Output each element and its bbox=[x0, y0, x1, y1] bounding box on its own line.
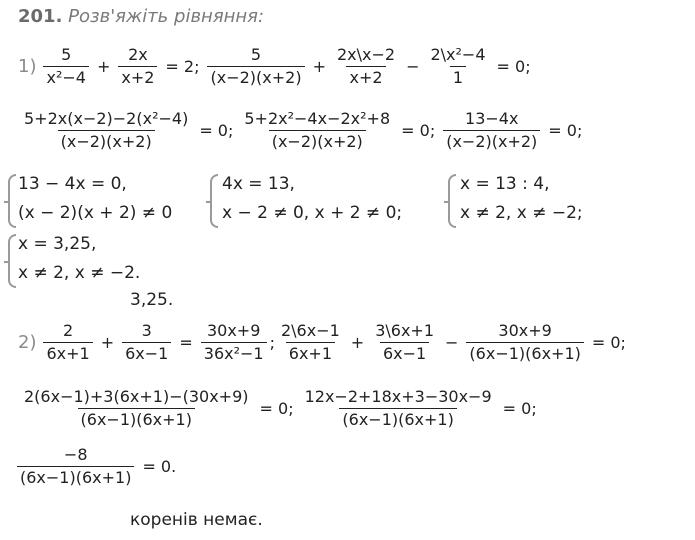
system-line: x ≠ 2, x ≠ −2. bbox=[18, 263, 141, 283]
denominator: (x−2)(x+2) bbox=[58, 130, 155, 151]
denominator: (6x−1)(6x+1) bbox=[466, 342, 583, 363]
operator: = 0; bbox=[401, 120, 436, 140]
part1-line2 bbox=[18, 110, 587, 150]
operator: = 0. bbox=[142, 456, 177, 476]
part2-answer: коренів немає. bbox=[130, 510, 263, 530]
system-line: x = 13 : 4, bbox=[460, 174, 550, 194]
operator: = 0; bbox=[548, 120, 583, 140]
numerator: 12x−2+18x+3−30x−9 bbox=[304, 387, 492, 406]
system-brace bbox=[8, 174, 16, 228]
exercise-dot: . bbox=[55, 6, 63, 27]
numerator: 2(6x−1)+3(6x+1)−(30x+9) bbox=[24, 387, 249, 406]
numerator: −8 bbox=[63, 445, 88, 464]
denominator: 6x+1 bbox=[286, 342, 335, 363]
denominator: (x−2)(x+2) bbox=[207, 66, 304, 87]
numerator: 3 bbox=[141, 321, 152, 340]
fraction bbox=[334, 46, 398, 86]
fraction bbox=[466, 322, 583, 362]
operator: + bbox=[312, 56, 326, 76]
denominator: x+2 bbox=[118, 66, 157, 87]
operator: + bbox=[96, 56, 111, 76]
system-brace bbox=[448, 174, 456, 228]
denominator: x²−4 bbox=[43, 66, 88, 87]
part2-label: 2) bbox=[18, 331, 37, 353]
denominator: 6x+1 bbox=[43, 342, 92, 363]
denominator: (6x−1)(6x+1) bbox=[17, 466, 134, 487]
system-line: x − 2 ≠ 0, x + 2 ≠ 0; bbox=[222, 203, 403, 223]
operator: = 0; bbox=[259, 398, 294, 418]
part2-line3 bbox=[14, 446, 181, 486]
fraction bbox=[21, 388, 252, 428]
operator: − bbox=[406, 56, 420, 76]
numerator: 2\x²−4 bbox=[430, 45, 486, 64]
system-line: 4x = 13, bbox=[222, 174, 295, 194]
denominator: (6x−1)(6x+1) bbox=[339, 408, 456, 429]
numerator: 30x+9 bbox=[498, 321, 552, 340]
system-brace bbox=[8, 234, 16, 288]
system-line: 13 − 4x = 0, bbox=[18, 174, 127, 194]
numerator: 3\6x+1 bbox=[375, 321, 435, 340]
part1-line1 bbox=[18, 46, 536, 86]
part1-answer: 3,25. bbox=[130, 290, 174, 310]
denominator: 1 bbox=[450, 66, 466, 87]
numerator: 2 bbox=[63, 321, 74, 340]
denominator: (6x−1)(6x+1) bbox=[78, 408, 195, 429]
operator: = bbox=[179, 332, 193, 352]
fraction bbox=[43, 46, 88, 86]
numerator: 2x bbox=[128, 45, 148, 64]
operator: = 2; bbox=[165, 56, 200, 76]
system-1 bbox=[18, 170, 172, 228]
fraction bbox=[241, 110, 393, 150]
fraction bbox=[443, 110, 540, 150]
fraction bbox=[43, 322, 92, 362]
system-line: (x − 2)(x + 2) ≠ 0 bbox=[18, 203, 173, 223]
fraction bbox=[302, 388, 495, 428]
numerator: 5 bbox=[61, 45, 72, 64]
fraction bbox=[207, 46, 304, 86]
denominator: (x−2)(x+2) bbox=[269, 130, 366, 151]
fraction bbox=[17, 446, 134, 486]
numerator: 2x\x−2 bbox=[336, 45, 396, 64]
fraction bbox=[21, 110, 191, 150]
numerator: 2\6x−1 bbox=[280, 321, 340, 340]
system-line: x ≠ 2, x ≠ −2; bbox=[460, 203, 583, 223]
exercise-number: 201 bbox=[18, 6, 56, 27]
denominator: 6x−1 bbox=[380, 342, 429, 363]
numerator: 30x+9 bbox=[206, 321, 261, 340]
part1-label: 1) bbox=[18, 55, 37, 77]
fraction bbox=[278, 322, 343, 362]
fraction bbox=[372, 322, 437, 362]
system-4 bbox=[18, 230, 140, 288]
operator: = 0; bbox=[502, 398, 537, 418]
fraction bbox=[118, 46, 157, 86]
operator: + bbox=[350, 332, 365, 352]
system-line: x = 3,25, bbox=[18, 234, 97, 254]
denominator: (x−2)(x+2) bbox=[443, 130, 540, 151]
system-2 bbox=[222, 170, 402, 228]
operator: = 0; bbox=[199, 120, 234, 140]
denominator: 6x−1 bbox=[122, 342, 171, 363]
fraction bbox=[122, 322, 171, 362]
denominator: x+2 bbox=[346, 66, 385, 87]
numerator: 5+2x(x−2)−2(x²−4) bbox=[24, 109, 189, 128]
exercise-instruction: Розв'яжіть рівняння: bbox=[68, 6, 265, 27]
operator: = 0; bbox=[591, 332, 626, 352]
semicolon: ; bbox=[269, 332, 275, 352]
operator: = 0; bbox=[496, 56, 531, 76]
exercise-title bbox=[18, 6, 264, 27]
fraction bbox=[427, 46, 488, 86]
part2-line2 bbox=[18, 388, 542, 428]
system-brace bbox=[210, 174, 218, 228]
numerator: 13−4x bbox=[465, 109, 519, 128]
system-3 bbox=[460, 170, 583, 228]
numerator: 5+2x²−4x−2x²+8 bbox=[244, 109, 391, 128]
numerator: 5 bbox=[250, 45, 262, 64]
denominator: 36x²−1 bbox=[201, 342, 267, 363]
part2-line1 bbox=[18, 322, 631, 362]
fraction bbox=[201, 322, 267, 362]
operator: − bbox=[445, 332, 459, 352]
operator: + bbox=[100, 332, 115, 352]
